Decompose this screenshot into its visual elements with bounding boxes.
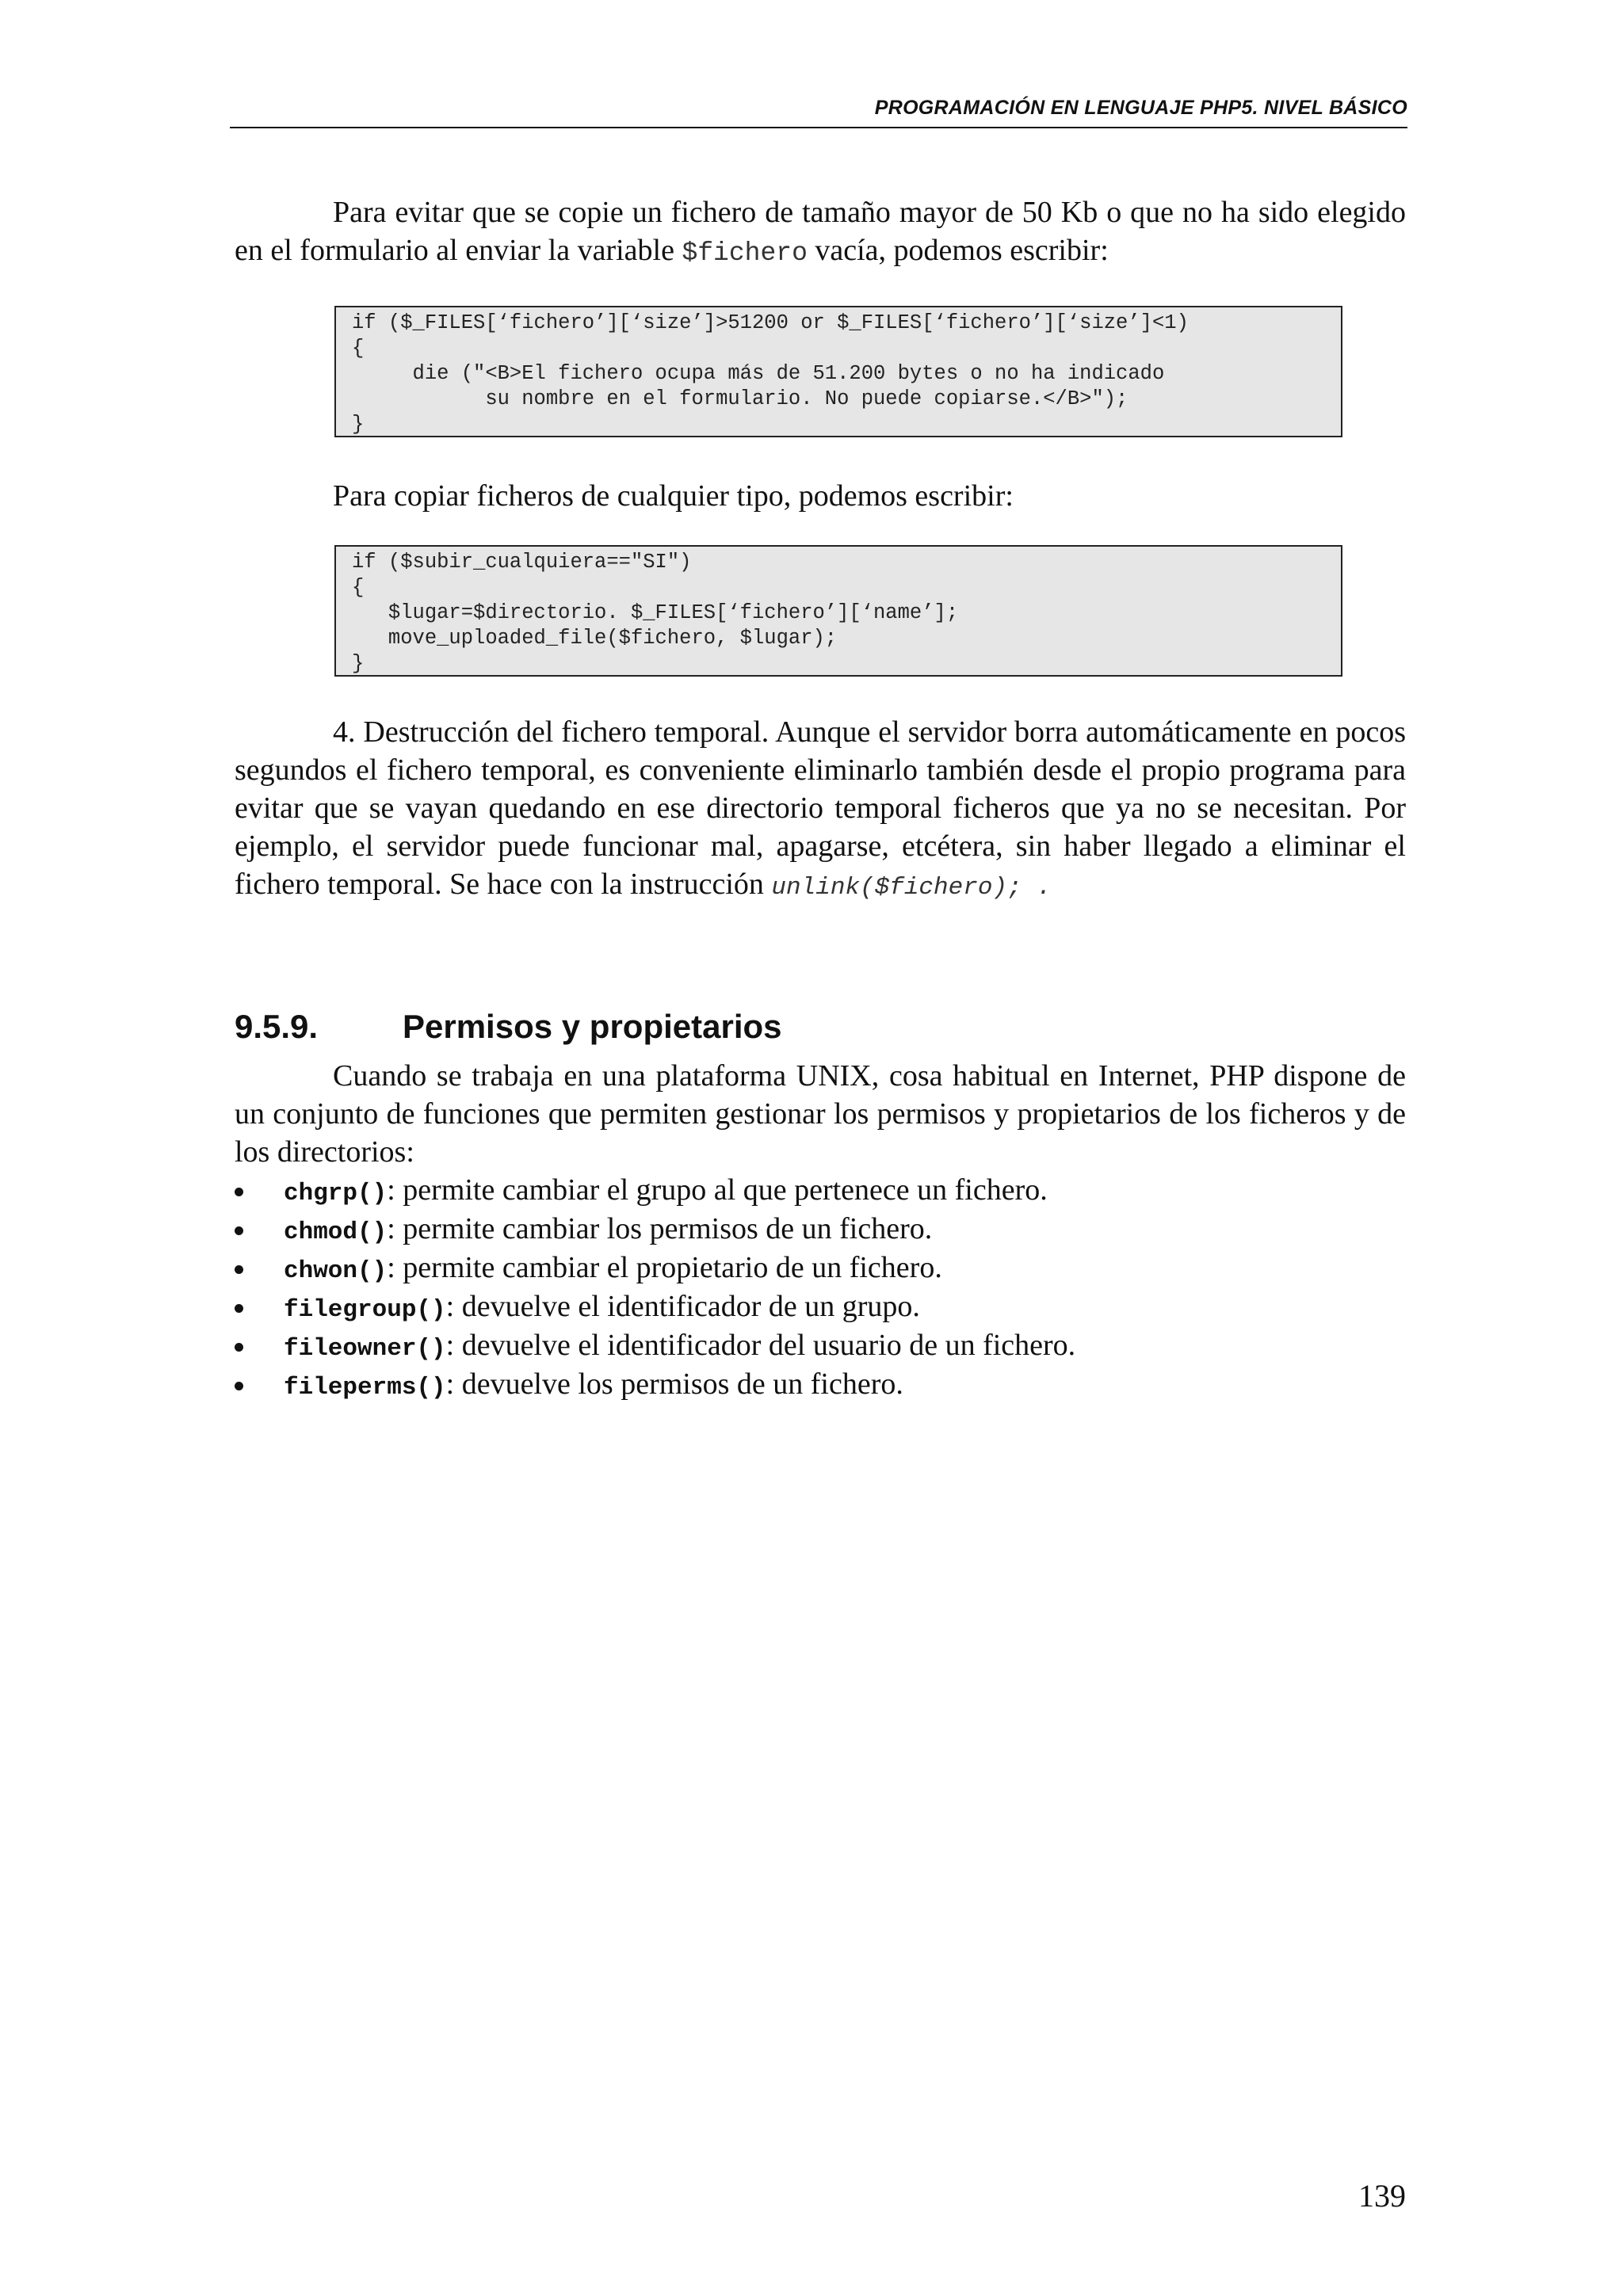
code-block-size-check [334,306,1342,437]
paragraph-text: 4. Destrucción del fichero temporal. Aunque el servidor borra automáticamente en pocos segundos el fichero temporal, es conveniente eliminarlo también desde el propio programa para evitar que se vayan quedando en ese directorio temporal ficheros que ya no se necesitan. Por ejemplo, el servidor puede funcionar mal, apagarse, etcétera, sin haber llegado a eliminar el fichero temporal. Se hace con la instrucción [235,715,1406,901]
function-name: chwon() [284,1257,388,1285]
inline-code-variable: $fichero [682,238,808,268]
function-name: fileperms() [284,1374,446,1402]
paragraph-copy-any-type [235,477,1406,515]
bullet-icon [235,1343,243,1352]
list-item [235,1287,1406,1326]
bullet-icon [235,1304,243,1313]
paragraph-text: Cuando se trabaja en una plataforma UNIX, cosa habitual en Internet, PHP dispone de un conjunto de funciones que permiten gestionar los permisos y propietarios de los ficheros y de los directorios: [235,1059,1406,1169]
code-line: $lugar=$directorio. $_FILES[‘fichero’][‘name’]; [352,601,959,624]
function-description: : permite cambiar el grupo al que pertenece un fichero. [387,1173,1048,1207]
paragraph-unix-permissions [235,1057,1406,1171]
function-name: chgrp() [284,1180,388,1207]
paragraph-text-end: vacía, podemos escribir: [807,234,1109,267]
code-line: } [352,652,365,675]
section-title: Permisos y propietarios [403,1008,782,1045]
list-item [235,1365,1406,1404]
list-item [235,1171,1406,1210]
paragraph-text: Para copiar ficheros de cualquier tipo, podemos escribir: [333,479,1014,513]
paragraph-file-size-check [235,193,1406,273]
bullet-icon [235,1226,243,1235]
running-header: PROGRAMACIÓN EN LENGUAJE PHP5. NIVEL BÁSICO [874,97,1407,119]
function-name: filegroup() [284,1296,446,1324]
code-block-copy-any [334,545,1342,677]
paragraph-text: Para evitar que se copie un fichero de tamaño mayor de 50 Kb o que no ha sido elegido en el formulario al enviar la variable [235,196,1406,267]
list-item [235,1249,1406,1287]
function-name: chmod() [284,1219,388,1246]
code-line: { [352,576,365,599]
function-description: : devuelve los permisos de un fichero. [445,1367,903,1401]
function-list [235,1171,1406,1404]
code-line: su nombre en el formulario. No puede copiarse.</B>"); [352,387,1128,410]
function-description: : permite cambiar los permisos de un fichero. [387,1212,933,1245]
code-line: if ($subir_cualquiera=="SI") [352,551,692,574]
section-heading [235,1006,1406,1047]
list-item [235,1210,1406,1249]
function-description: : devuelve el identificador del usuario de un fichero. [445,1329,1076,1362]
paragraph-temp-file-destruction [235,713,1406,907]
page-number: 139 [1358,2178,1406,2214]
header-rule [230,127,1407,128]
code-line: } [352,413,365,436]
paragraph-text-end: . [1022,874,1052,902]
function-name: fileowner() [284,1335,446,1363]
section-number: 9.5.9. [235,1008,319,1045]
code-line: move_uploaded_file($fichero, $lugar); [352,627,838,650]
code-line: die ("<B>El fichero ocupa más de 51.200 bytes o no ha indicado [352,362,1165,385]
bullet-icon [235,1188,243,1196]
function-description: : devuelve el identificador de un grupo. [445,1290,920,1323]
code-line: { [352,337,365,360]
inline-code-unlink: unlink($fichero); [771,874,1022,902]
bullet-icon [235,1265,243,1274]
bullet-icon [235,1382,243,1390]
function-description: : permite cambiar el propietario de un fichero. [387,1251,942,1284]
list-item [235,1326,1406,1365]
code-line: if ($_FILES[‘fichero’][‘size’]>51200 or $_FILES[‘fichero’][‘size’]<1) [352,311,1189,334]
